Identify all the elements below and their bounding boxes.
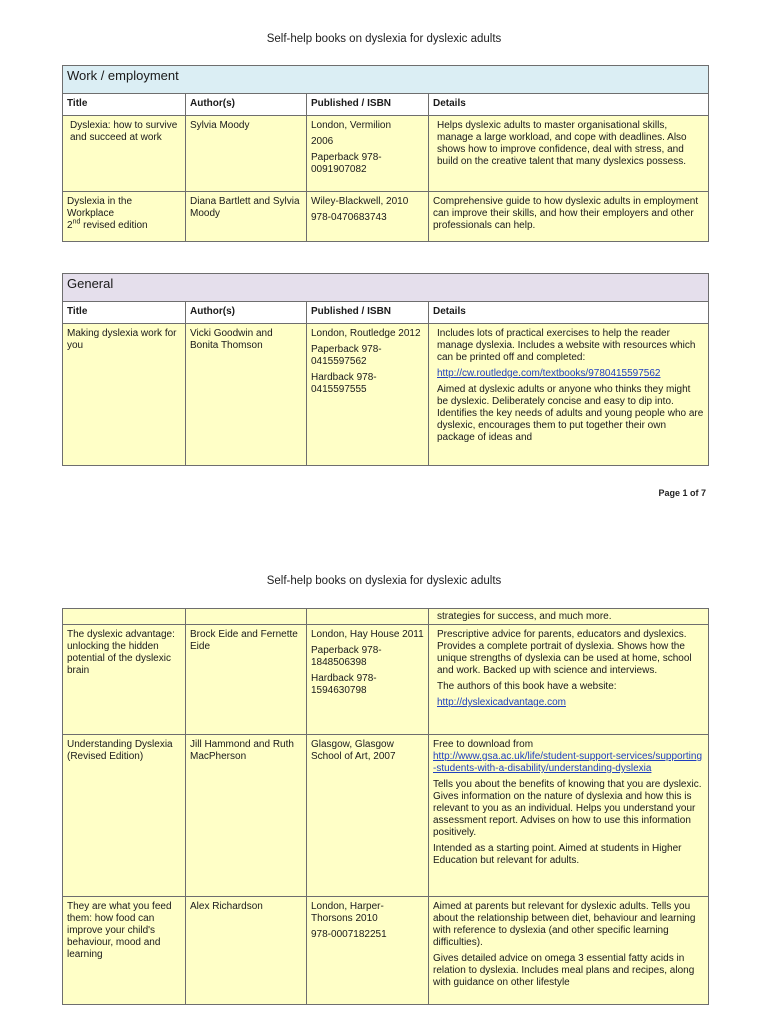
publisher: Wiley-Blackwell, 2010 [311, 196, 409, 207]
page-number: Page 1 of 7 [658, 488, 706, 498]
book-edition: 2nd revised edition [67, 218, 148, 231]
column-header-published: Published / ISBN [307, 302, 429, 324]
publisher: Glasgow, Glasgow School of Art, 2007 [311, 739, 396, 762]
isbn: 978-0470683743 [311, 212, 387, 223]
continued-table [62, 608, 709, 1005]
book-details: Prescriptive advice for parents, educators and dyslexics. Provides a complete portrait of dyslexia. Shows how the unique strengths of dyslexia can be used at home, school and work. Backed up with science and interviews. [437, 629, 692, 676]
table-row [63, 324, 709, 466]
publisher: London, Routledge 2012 [311, 328, 421, 339]
table-row [63, 116, 709, 192]
book-authors: Diana Bartlett and Sylvia Moody [190, 196, 300, 219]
book-details-intro: Free to download from [433, 739, 534, 750]
table-row [63, 609, 709, 625]
book-authors: Vicki Goodwin and Bonita Thomson [190, 328, 273, 351]
page-2-header: Self-help books on dyslexia for dyslexic adults [266, 575, 502, 587]
column-header-authors: Author(s) [186, 94, 307, 116]
general-table [62, 273, 709, 466]
publisher: London, Vermilion [311, 120, 392, 131]
book-details: Aimed at parents but relevant for dyslexic adults. Tells you about the relationship between diet, behaviour and learning with reference to dyslexia (and other specific learning difficulties). [433, 901, 696, 948]
book-title: They are what you feed them: how food can improve your child's behaviour, mood and learning [67, 901, 172, 960]
book-details: The authors of this book have a website: [437, 681, 617, 692]
book-details: Aimed at dyslexic adults or anyone who thinks they might be dyslexic. Deliberately concise and easy to dip into. Identifies the key needs of adults and young people who are dyslexic, encourages them to put together their own package of ideas and [437, 384, 704, 443]
book-details: Gives detailed advice on omega 3 essential fatty acids in relation to dyslexia. Includes meal plans and recipes, along with guidance on other lifestyle [433, 953, 695, 988]
section-title-work: Work / employment [63, 66, 709, 94]
book-title: Making dyslexia work for you [67, 328, 177, 351]
gsa-link[interactable]: http://www.gsa.ac.uk/life/student-support-services/supporting-students-with-a-disability/understanding-dyslexia [433, 751, 703, 774]
isbn-paperback: Paperback 978-0415597562 [311, 344, 382, 367]
table-row [63, 897, 709, 1005]
isbn-paperback: Paperback 978-1848506398 [311, 645, 382, 668]
book-details: Tells you about the benefits of knowing that you are dyslexic. Gives information on the nature of dyslexia and how this is relevant to you as an individual. Helps you understand your assessment report. Advises on how to use this information positively. [433, 779, 702, 838]
table-row [63, 625, 709, 735]
dyslexic-advantage-link[interactable]: http://dyslexicadvantage.com [437, 697, 566, 708]
column-header-title: Title [63, 302, 186, 324]
isbn: Paperback 978-0091907082 [311, 152, 382, 175]
table-row [63, 735, 709, 897]
section-title-general: General [63, 274, 709, 302]
book-details: Helps dyslexic adults to master organisational skills, manage a large workload, and cope with deadlines. Also shows how to improve confidence, deal with stress, and build on the creative talent that many dyslexics possess. [437, 120, 687, 167]
publish-year: 2006 [311, 136, 334, 147]
column-header-title: Title [63, 94, 186, 116]
work-employment-table [62, 65, 709, 242]
book-title: Dyslexia in the Workplace [67, 196, 133, 219]
book-authors: Alex Richardson [190, 901, 263, 912]
book-title: Understanding Dyslexia (Revised Edition) [67, 739, 173, 762]
book-authors: Jill Hammond and Ruth MacPherson [190, 739, 294, 762]
routledge-link[interactable]: http://cw.routledge.com/textbooks/9780415597562 [437, 368, 661, 379]
publisher: London, Harper-Thorsons 2010 [311, 901, 384, 924]
book-details: Intended as a starting point. Aimed at students in Higher Education but relevant for adults. [433, 843, 682, 866]
column-header-details: Details [429, 94, 709, 116]
book-title: The dyslexic advantage: unlocking the hidden potential of the dyslexic brain [67, 629, 175, 676]
isbn-hardback: Hardback 978-0415597555 [311, 372, 377, 395]
column-header-published: Published / ISBN [307, 94, 429, 116]
table-row [63, 192, 709, 242]
isbn: 978-0007182251 [311, 929, 387, 940]
continued-details: strategies for success, and much more. [437, 611, 612, 622]
isbn-hardback: Hardback 978-1594630798 [311, 673, 377, 696]
column-header-details: Details [429, 302, 709, 324]
book-details: Includes lots of practical exercises to help the reader manage dyslexia. Includes a website with resources which can be printed off and completed: [437, 328, 696, 363]
book-authors: Brock Eide and Fernette Eide [190, 629, 298, 652]
page-1-header: Self-help books on dyslexia for dyslexic adults [266, 33, 502, 45]
book-authors: Sylvia Moody [190, 120, 250, 131]
column-header-authors: Author(s) [186, 302, 307, 324]
publisher: London, Hay House 2011 [311, 629, 424, 640]
book-title: Dyslexia: how to survive and succeed at work [70, 120, 178, 143]
book-details: Comprehensive guide to how dyslexic adults in employment can improve their skills, and how their employers and other professionals can help. [433, 196, 699, 231]
